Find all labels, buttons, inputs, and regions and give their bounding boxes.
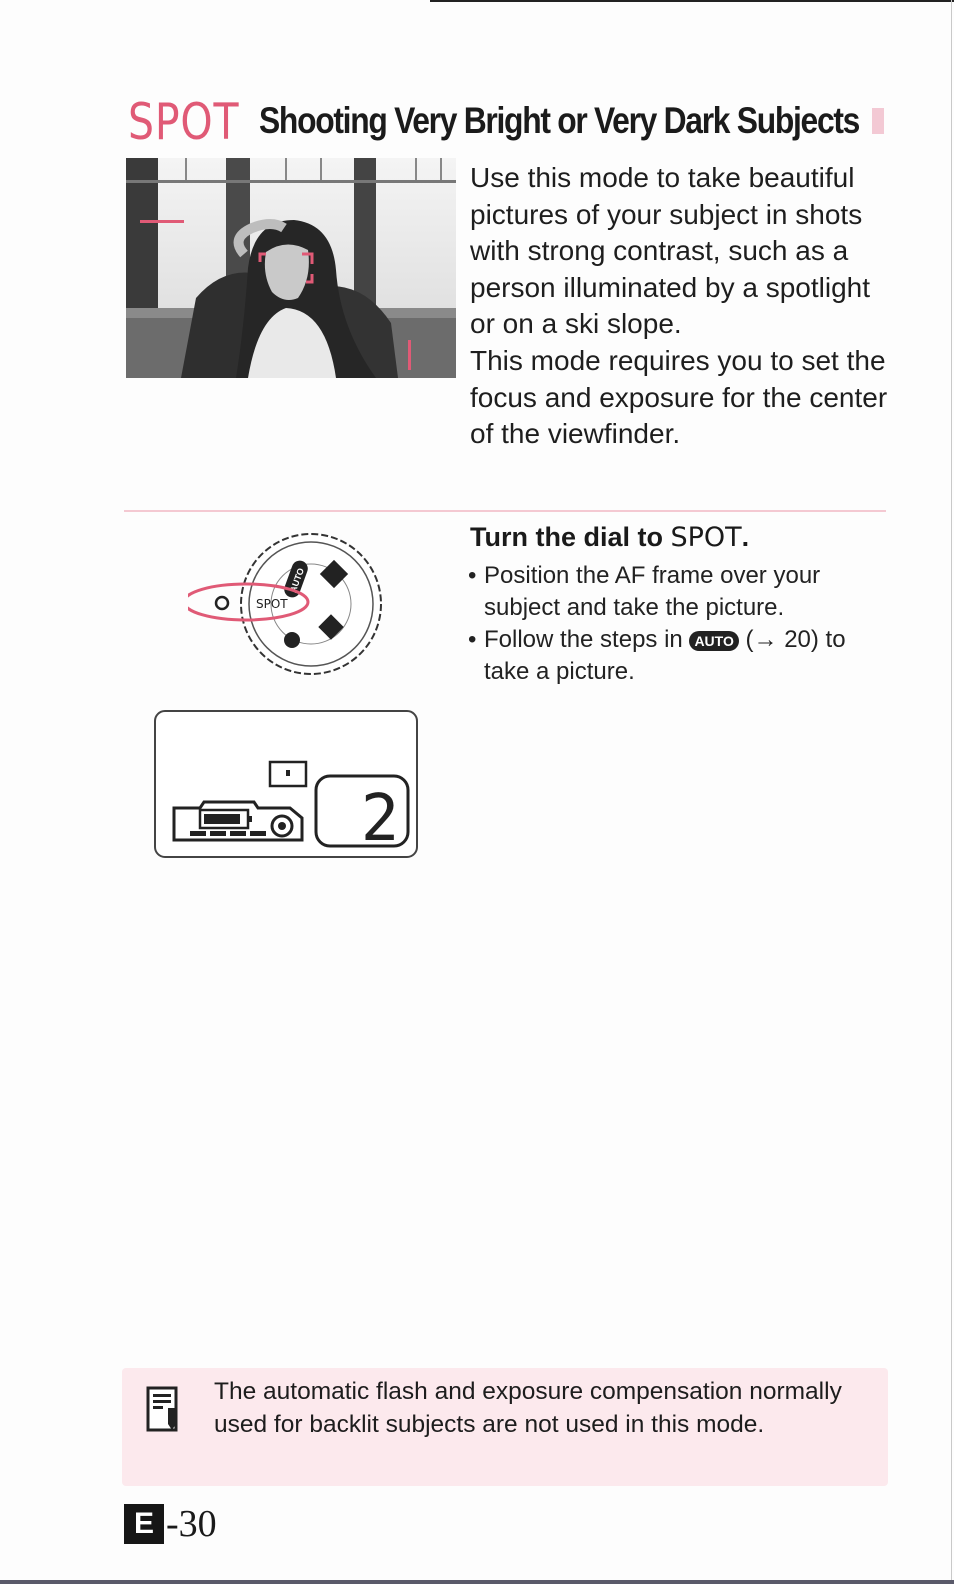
dial-spot-label: SPOT [256,597,288,611]
spot-mode-label: SPOT [128,93,240,151]
page-top-edge [430,0,954,2]
step-heading [470,522,749,553]
night-mode-icon [284,632,300,648]
step-heading-prefix: Turn the dial to [470,522,663,552]
dial-index-mark [216,597,228,609]
bullet-text: Position the AF frame over your subject and take the picture. [484,562,821,621]
intro-paragraph-2: This mode requires you to set the focus and exposure for the center of the viewfinder. [470,344,888,450]
frame-counter-value: 2 [360,782,400,856]
step-heading-suffix: . [741,522,750,552]
dial-auto-label: AUTO [287,566,306,594]
bullet-text [484,624,888,688]
step-heading-mode: SPOT [670,522,742,553]
note-icon [146,1386,180,1434]
page-right-edge [951,0,952,1584]
page-number-text: -30 [166,1503,217,1545]
bullet2-after: (→ 20) to take a picture. [484,626,846,685]
step-bullets [468,560,888,688]
bullet-dot: • [468,626,477,653]
lcd-panel-illustration [154,710,418,858]
auto-mode-badge: AUTO [689,631,738,651]
note-box [122,1368,888,1486]
page-number [124,1502,217,1546]
bullet2-before: Follow the steps in [484,626,683,653]
page-bottom-edge [0,1580,954,1584]
bullet-dot: • [468,562,477,589]
sample-photo [126,158,456,378]
note-text: The automatic flash and exposure compensation normally used for backlit subjects are not used in this mode. [214,1378,842,1438]
section-letter-box: E [124,1504,164,1544]
intro-paragraph-1: Use this mode to take beautiful pictures of your subject in shots with strong contrast, such as a person illuminated by a spotlight or on a ski slope. [470,162,871,340]
camera-battery-icon [174,802,302,840]
section-header [128,92,898,152]
section-marker [872,108,884,134]
section-divider [124,510,886,512]
page-title: Shooting Very Bright or Very Dark Subjects [259,100,860,141]
mode-dial-illustration [188,528,388,678]
intro-text [470,160,890,453]
list-item [468,560,888,624]
list-item [468,624,888,688]
